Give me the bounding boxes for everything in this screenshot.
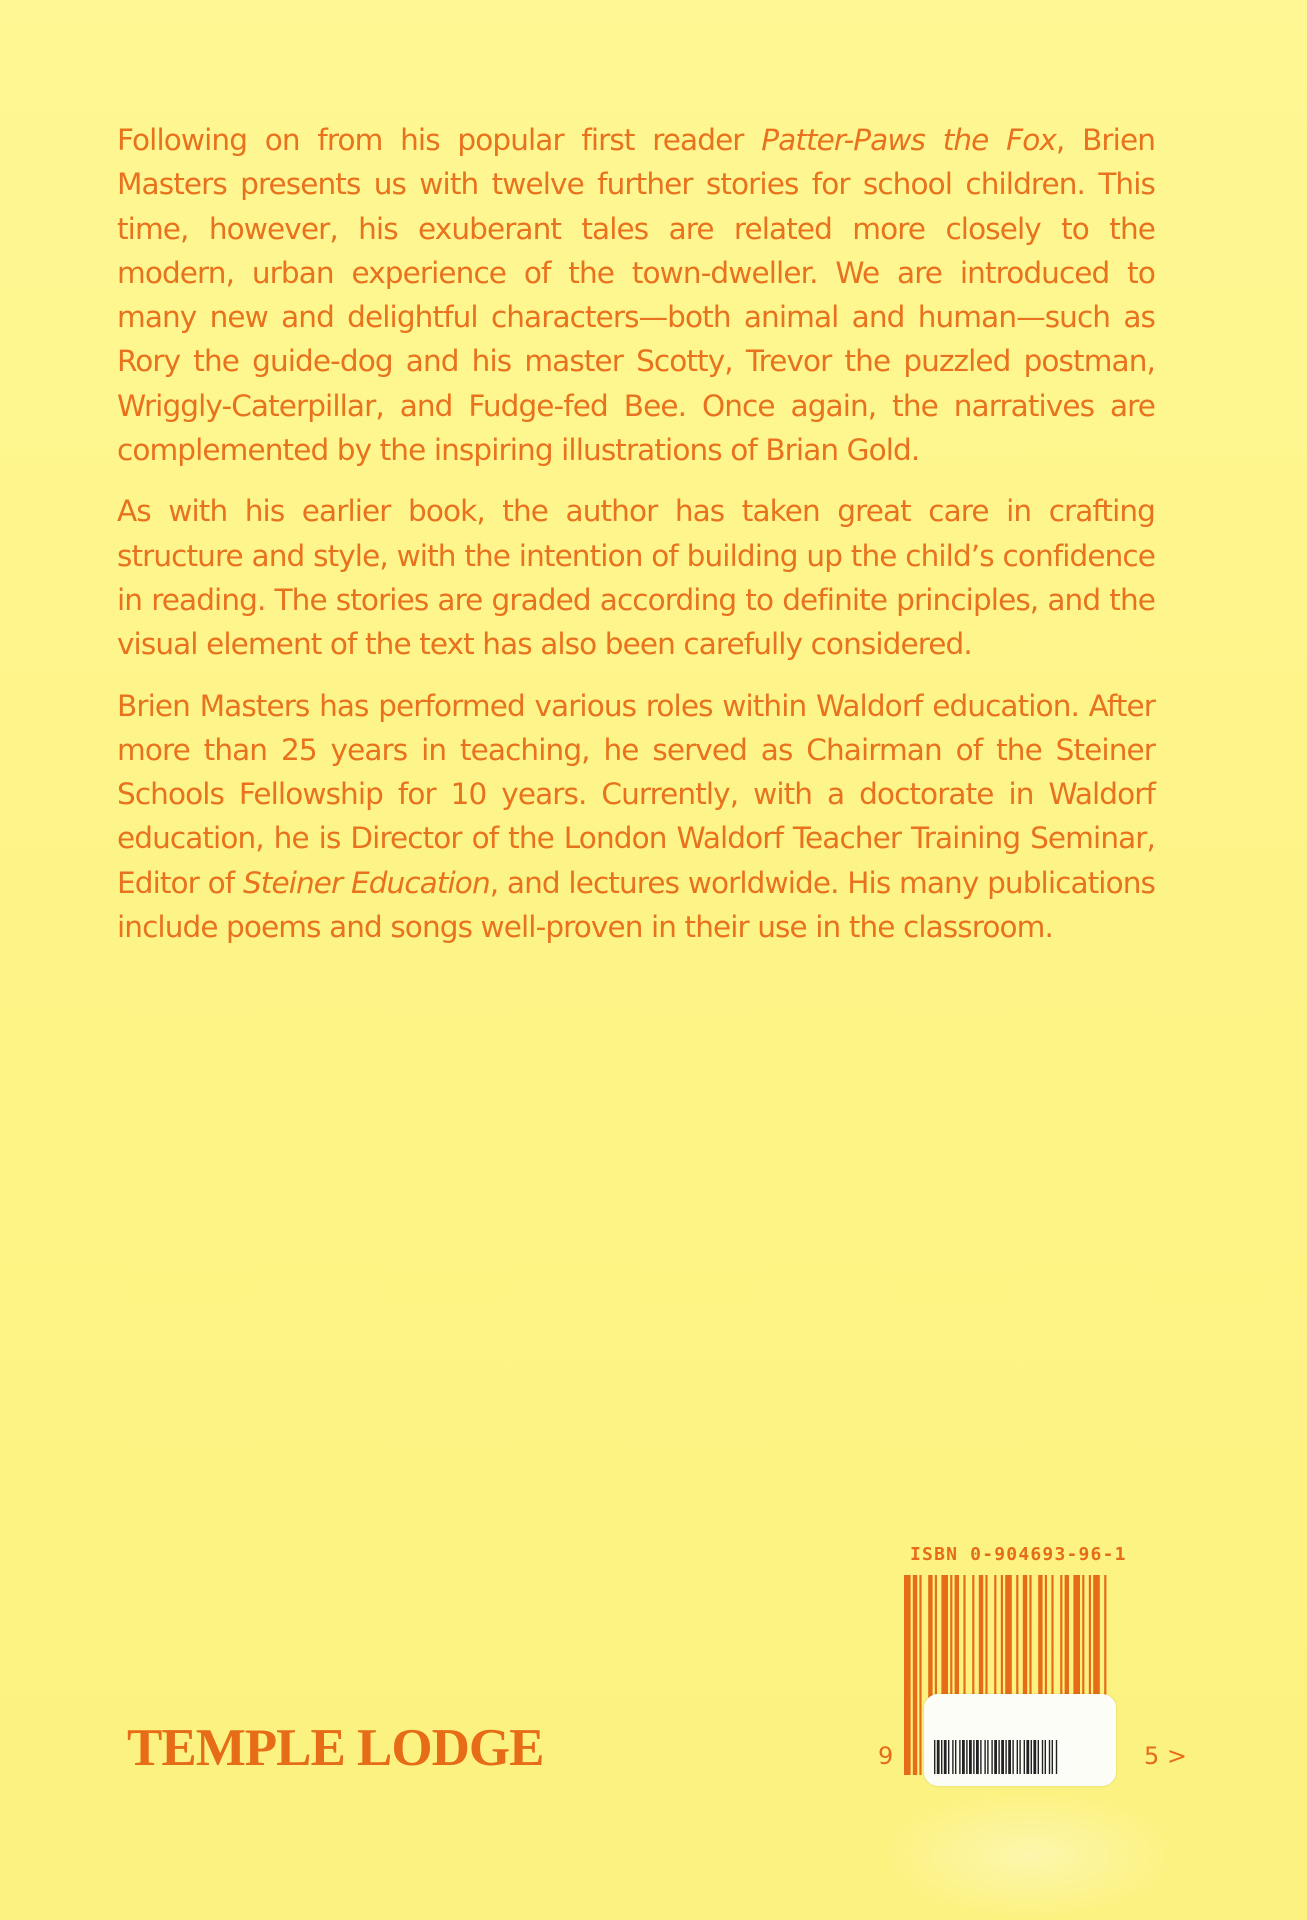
blurb-paragraph-1: Following on from his popular first reader Patter-Paws the Fox, Brien Masters presents us with twelve further stories for school children. This time, however, his exuberant tales are related more closely to the modern, urban experience of the town-dweller. We are introduced to many new and delightful characters—both animal and human—such as Rory the guide-dog and his master Scotty, Trevor the puzzled postman, Wriggly-Caterpillar, and Fudge-fed Bee. Once again, the narratives are complemented by the inspiring illustrations of Brian Gold. — [117, 123, 1155, 468]
isbn-label: ISBN 0-904693-96-1 — [910, 1544, 1127, 1565]
publisher-name: TEMPLE LODGE — [127, 1719, 544, 1777]
barcode-left-digit: 9 — [878, 1742, 894, 1770]
worn-mark — [880, 1790, 1180, 1920]
blurb-paragraph-3: Brien Masters has performed various roles within Waldorf education. After more than 25 years in teaching, he served as Chairman of the Steiner Schools Fellowship for 10 years. Currently, with a doctorate in Waldorf education, he is Director of the London Waldorf Teacher Training Seminar, Editor of Steiner Education, and lectures worldwide. His many publications include poems and songs well-proven in their use in the classroom. — [117, 688, 1156, 945]
barcode-right-mark: 5 > — [1144, 1742, 1188, 1770]
journal-title-reference: Steiner Education — [242, 865, 490, 900]
blurb-paragraph-2: As with his earlier book, the author has taken great care in crafting structure and style, with the intention of building up the child’s confidence in reading. The stories are graded according to definite principles, and the visual element of the text has also been carefully considered. — [117, 494, 1155, 662]
blurb-text — [117, 118, 1155, 966]
book-title-reference: Patter-Paws the Fox — [761, 123, 1056, 157]
sticker-barcode-icon — [932, 1740, 1132, 1774]
